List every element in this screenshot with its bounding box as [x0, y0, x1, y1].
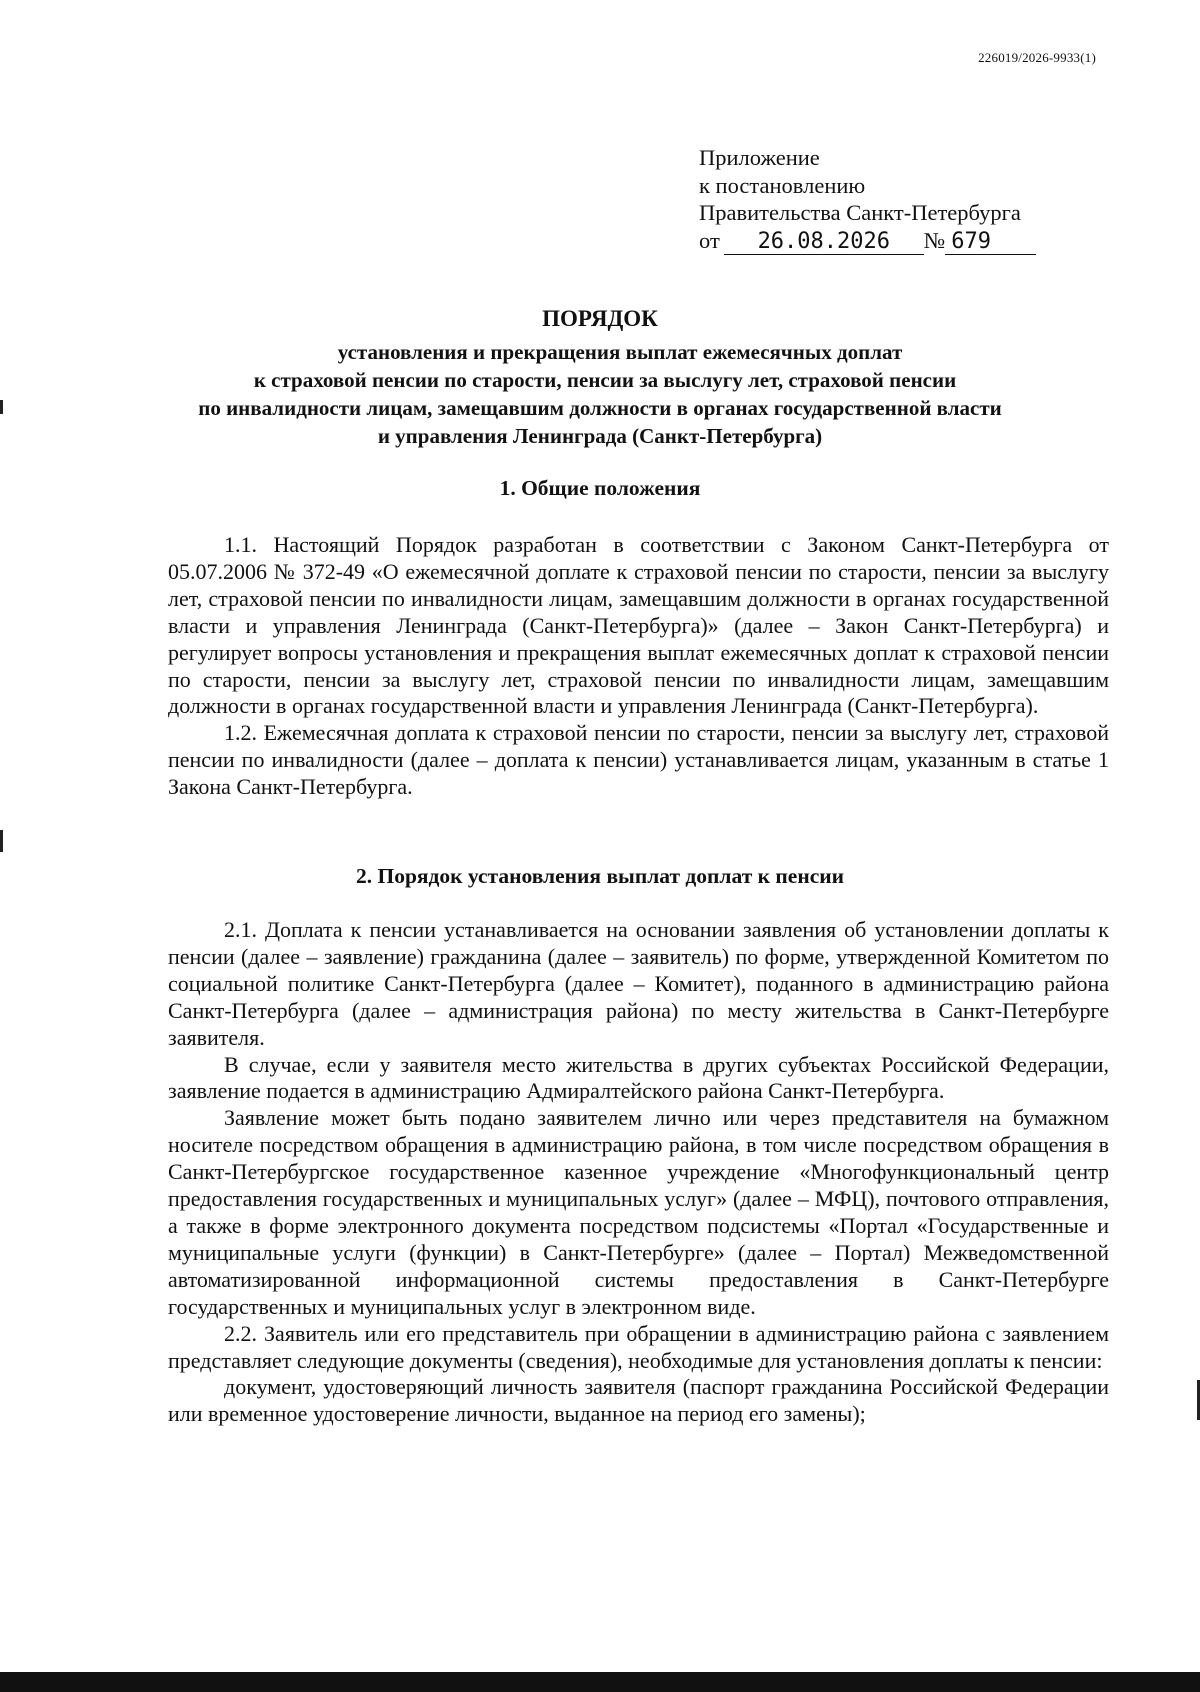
attachment-line-1: Приложение	[699, 145, 820, 170]
paragraph: документ, удостоверяющий личность заявителя (паспорт гражданина Российской Федерации или временное удостоверение личности, выданное на период его замены);	[168, 1374, 1109, 1427]
attachment-line-3: Правительства Санкт-Петербурга	[699, 200, 1021, 225]
number-prefix: №	[923, 227, 946, 253]
paragraph: В случае, если у заявителя место жительства в других субъектах Российской Федерации, заявление подается в администрацию Адмиралтейского района Санкт-Петербурга.	[168, 1051, 1109, 1104]
scan-edge-mark	[0, 830, 3, 852]
scan-bottom-border	[0, 1672, 1200, 1692]
attachment-block	[699, 144, 1036, 255]
section-1-heading: 1. Общие положения	[499, 476, 701, 500]
title-line-2: к страховой пенсии по старости, пенсии за выслугу лет, страховой пенсии	[253, 368, 957, 392]
section-1-body	[168, 532, 1109, 801]
document-registration-number: 226019/2026-9933(1)	[978, 50, 1096, 65]
title-line-1: установления и прекращения выплат ежемесячных доплат	[337, 340, 903, 364]
attachment-line-2: к постановлению	[699, 172, 866, 198]
document-title	[0, 306, 1200, 450]
title-main: ПОРЯДОК	[542, 306, 658, 331]
paragraph: 2.1. Доплата к пенсии устанавливается на основании заявления об установлении доплаты к пенсии (далее – заявление) гражданина (далее – заявитель) по форме, утвержденной Комитетом по социальной политике Санкт-Петербурга (далее – Комитет), поданного в администрацию района Санкт-Петербурга (далее – администрация района) по месту жительства в Санкт-Петербурге заявителя.	[168, 917, 1109, 1050]
decree-number: 679	[945, 230, 1036, 255]
scan-edge-mark	[0, 400, 3, 414]
date-prefix: от	[699, 227, 720, 253]
title-line-4: и управления Ленинграда (Санкт-Петербурга)	[377, 424, 823, 448]
attachment-date-row	[699, 227, 1036, 255]
paragraph: Заявление может быть подано заявителем лично или через представителя на бумажном носителе посредством обращения в администрацию района, в том числе посредством обращения в Санкт-Петербургское государственное казенное учреждение «Многофункциональный центр предоставления государственных и муниципальных услуг» (далее – МФЦ), почтового отправления, а также в форме электронного документа посредством подсистемы «Портал «Государственные и муниципальные услуги (функции) в Санкт-Петербурге» (далее – Портал) Межведомственной автоматизированной информационной системы предоставления в Санкт-Петербурге государственных и муниципальных услуг в электронном виде.	[168, 1105, 1109, 1319]
paragraph: 2.2. Заявитель или его представитель при обращении в администрацию района с заявлением представляет следующие документы (сведения), необходимые для установления доплаты к пенсии:	[168, 1320, 1109, 1373]
paragraph: 1.1. Настоящий Порядок разработан в соответствии с Законом Санкт-Петербурга от 05.07.2006 № 372-49 «О ежемесячной доплате к страховой пенсии по старости, пенсии за выслугу лет, страховой пенсии по инвалидности лицам, замещавшим должности в органах государственной власти и управления Ленинграда (Санкт-Петербурга)» (далее – Закон Санкт-Петербурга) и регулирует вопросы установления и прекращения выплат ежемесячных доплат к страховой пенсии по старости, пенсии за выслугу лет, страховой пенсии по инвалидности лицам, замещавшим должности в органах государственной власти и управления Ленинграда (Санкт-Петербурга).	[168, 532, 1109, 719]
section-2-body	[168, 917, 1109, 1428]
title-line-3: по инвалидности лицам, замещавшим должности в органах государственной власти	[198, 396, 1002, 420]
section-2-heading: 2. Порядок установления выплат доплат к пенсии	[355, 864, 845, 888]
paragraph: 1.2. Ежемесячная доплата к страховой пенсии по старости, пенсии за выслугу лет, страховой пенсии по инвалидности (далее – доплата к пенсии) устанавливается лицам, указанным в статье 1 Закона Санкт-Петербурга.	[168, 720, 1109, 800]
decree-date: 26.08.2026	[724, 230, 924, 255]
